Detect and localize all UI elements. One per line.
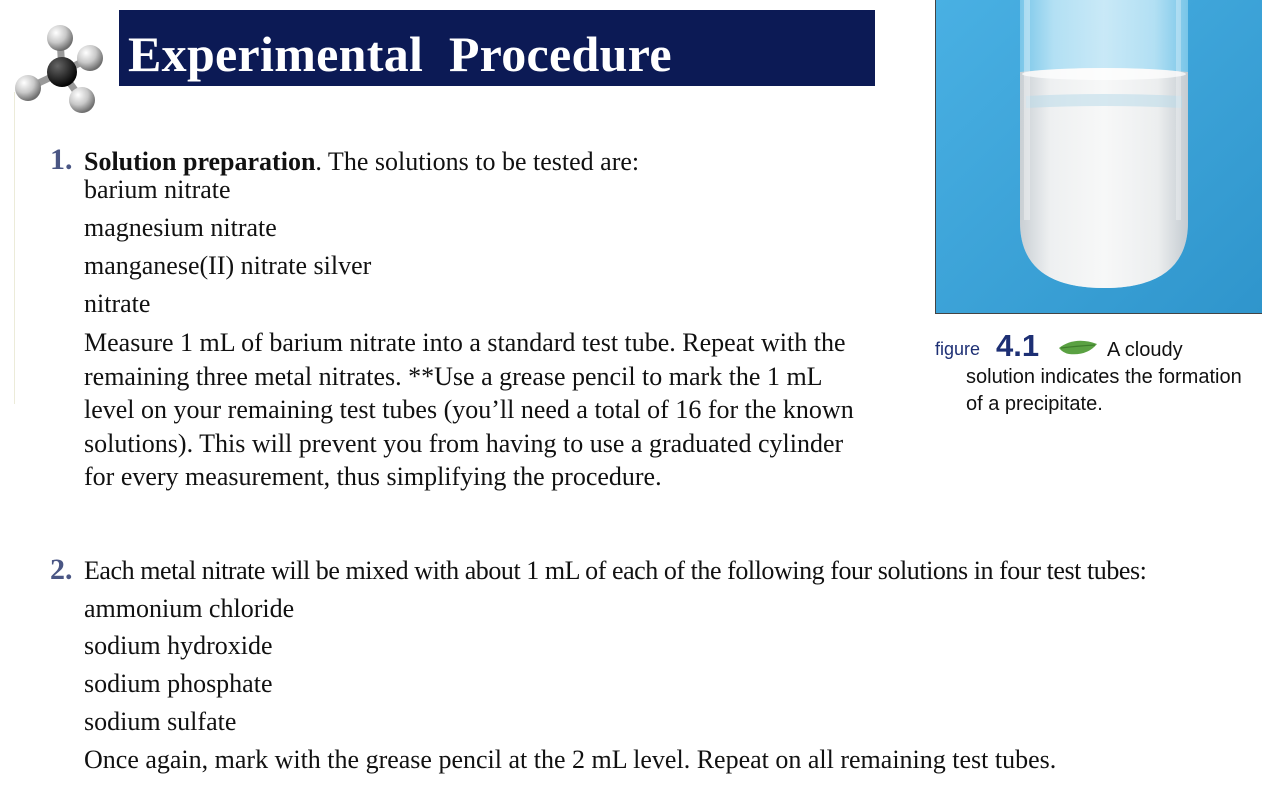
- list-item: sodium hydroxide: [84, 631, 273, 660]
- figure-label: figure: [935, 339, 981, 359]
- step-1-intro: . The solutions to be tested are:: [315, 147, 640, 176]
- step-1-intro-line: [84, 147, 639, 177]
- figure-photo: [935, 0, 1262, 314]
- molecule-logo-icon: [12, 18, 112, 118]
- list-item: barium nitrate: [84, 175, 231, 204]
- page-title: Experimental Procedure: [128, 26, 672, 82]
- list-item: ammonium chloride: [84, 594, 295, 623]
- list-item: manganese(II) nitrate silver: [84, 251, 372, 280]
- title-banner: [119, 10, 875, 86]
- list-item: sodium phosphate: [84, 669, 273, 698]
- step-1-heading: Solution preparation: [84, 147, 316, 176]
- figure-number: 4.1: [996, 328, 1040, 363]
- step-2-number: 2.: [50, 553, 73, 586]
- step-1-paragraph: Measure 1 mL of barium nitrate into a standard test tube. Repeat with the remaining three metal nitrates. **Use a grease pencil to mark the 1 mL level on your remaining test tubes (you’ll need a total of 16 for the known solutions). This will prevent you from having to use a graduated cylinder for every measurement, thus simplifying the procedure.: [84, 328, 854, 491]
- figure-caption: A cloudy solution indicates the formation of a precipitate.: [966, 339, 1242, 415]
- list-item: nitrate: [84, 289, 151, 318]
- step-1-number: 1.: [50, 143, 73, 176]
- margin-rule: [14, 92, 15, 404]
- list-item: sodium sulfate: [84, 707, 237, 736]
- test-tube-illustration: [936, 0, 1262, 314]
- list-item: magnesium nitrate: [84, 213, 277, 242]
- step-2-intro: Each metal nitrate will be mixed with about 1 mL of each of the following four solutions in four test tubes:: [84, 556, 1147, 585]
- step-2-closing: Once again, mark with the grease pencil at the 2 mL level. Repeat on all remaining test tubes.: [84, 745, 1057, 774]
